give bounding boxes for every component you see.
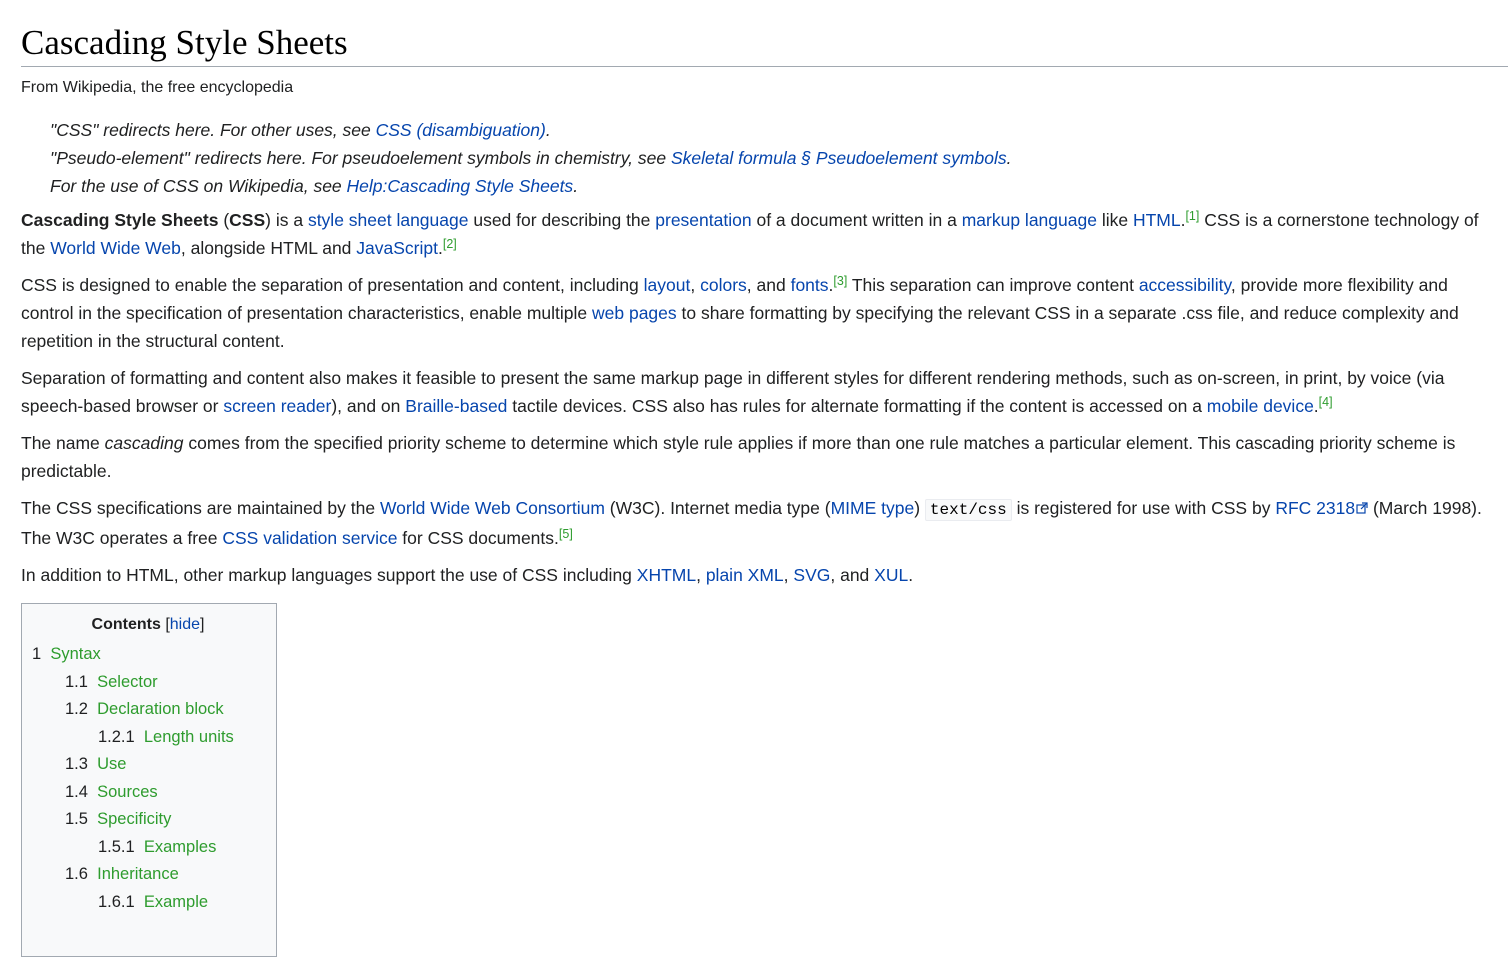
link-plain-xml[interactable]: plain XML (705, 565, 784, 585)
toc-number: 1.6.1 (98, 892, 135, 911)
text: . (437, 238, 443, 258)
ref-link-2[interactable]: [2] (442, 237, 457, 251)
toc-item-use (32, 751, 234, 779)
hatnote-text: . (573, 176, 579, 196)
toc-number: 1.5.1 (98, 837, 135, 856)
toc-number: 1 (32, 645, 42, 663)
hatnote-text: . (1006, 148, 1012, 168)
hatnote-pseudo-element (50, 144, 1508, 172)
text: ), and on (331, 396, 406, 416)
link-css-disambiguation[interactable]: CSS (disambiguation) (375, 120, 546, 140)
text: , alongside HTML and (180, 238, 357, 258)
toc-link-syntax[interactable]: Syntax (50, 645, 101, 663)
ref-link-3[interactable]: [3] (833, 274, 848, 288)
text: , provide more flexibility and control in the specification of presentation characteristics, enable multiple (21, 275, 1448, 323)
link-xhtml[interactable]: XHTML (636, 565, 697, 585)
text: is registered for use with CSS by (1011, 498, 1276, 518)
link-xul[interactable]: XUL (874, 565, 909, 585)
toc-bracket: [ (165, 616, 170, 633)
paragraph-specifications (21, 494, 1508, 552)
toc-link-sources[interactable]: Sources (97, 782, 158, 801)
link-braille[interactable]: Braille-based (405, 396, 508, 416)
text: . (1180, 210, 1186, 230)
link-w3c[interactable]: World Wide Web Consortium (379, 498, 605, 518)
toc-number: 1.5 (65, 810, 88, 828)
link-colors[interactable]: colors (700, 275, 747, 295)
toc-link-use[interactable]: Use (97, 755, 127, 773)
link-html[interactable]: HTML (1132, 210, 1181, 230)
paragraph-separation (21, 271, 1508, 355)
tagline: From Wikipedia, the free encyclopedia (21, 79, 294, 96)
link-web-pages[interactable]: web pages (592, 303, 677, 323)
ref-5 (559, 527, 573, 541)
text: for CSS documents. (397, 528, 559, 548)
toc-link-declaration-block[interactable]: Declaration block (97, 700, 224, 718)
text: to share formatting by specifying the relevant CSS in a separate .css file, and reduce complexity and repetition in the structural content. (21, 303, 1459, 351)
hatnote-text: "Pseudo-element" redirects here. For pseudoelement symbols in chemistry, see (50, 148, 671, 168)
hatnote-text: For the use of CSS on Wikipedia, see (50, 176, 347, 196)
text: , (690, 275, 701, 295)
ref-2 (443, 237, 457, 251)
text: (March 1998). The W3C operates a free (21, 498, 1482, 548)
text: . (908, 565, 914, 585)
text: , (696, 565, 706, 585)
link-mobile-device[interactable]: mobile device (1206, 396, 1314, 416)
toc-list (32, 641, 234, 916)
hatnote-text: . (545, 120, 551, 140)
toc-title: Contents (91, 616, 161, 633)
text: Separation of formatting and content also makes it feasible to present the same markup page in different styles for different rendering methods, such as on-screen, in print, by voice (via speech-based browser or (21, 368, 1445, 416)
toc-number: 1.6 (65, 865, 88, 883)
text: , and (830, 565, 875, 585)
link-layout[interactable]: layout (643, 275, 691, 295)
toc-item-syntax (32, 641, 234, 669)
link-css-validation-service[interactable]: CSS validation service (222, 528, 398, 548)
text: used for describing the (468, 210, 656, 230)
toc-header (32, 616, 234, 634)
text: of a document written in a (751, 210, 962, 230)
paragraph-intro (21, 206, 1508, 262)
text: ) (914, 498, 925, 518)
link-world-wide-web[interactable]: World Wide Web (50, 238, 181, 258)
toc-bracket: ] (200, 616, 205, 633)
link-mime-type[interactable]: MIME type (830, 498, 915, 518)
toc-number: 1.2 (65, 700, 88, 718)
toc-item-length-units (32, 724, 234, 752)
hatnote-text: "CSS" redirects here. For other uses, see (50, 120, 376, 140)
text: like (1096, 210, 1133, 230)
link-rfc-2318-label: RFC 2318 (1275, 498, 1356, 518)
link-fonts[interactable]: fonts (790, 275, 829, 295)
paragraph-cascading (21, 429, 1508, 485)
ref-link-1[interactable]: [1] (1185, 209, 1200, 223)
term-bold: Cascading Style Sheets (21, 210, 219, 230)
text: The name (21, 433, 105, 453)
link-presentation[interactable]: presentation (655, 210, 752, 230)
text: . (828, 275, 834, 295)
toc-toggle (165, 616, 204, 633)
toc-item-example (32, 889, 234, 917)
toc-item-declaration-block (32, 696, 234, 724)
term-italic: cascading (104, 433, 184, 453)
text: ) is a (265, 210, 308, 230)
link-screen-reader[interactable]: screen reader (223, 396, 332, 416)
paragraph-other-languages (21, 561, 1508, 589)
text: This separation can improve content (847, 275, 1139, 295)
toc-number: 1.2.1 (98, 727, 135, 746)
hatnotes (21, 116, 1508, 200)
link-svg[interactable]: SVG (793, 565, 831, 585)
toc-link-example[interactable]: Example (143, 892, 209, 911)
toc-item-selector (32, 669, 234, 697)
text: tactile devices. CSS also has rules for alternate formatting if the content is accessed on a (507, 396, 1207, 416)
ref-link-5[interactable]: [5] (558, 527, 573, 541)
toc-link-length-units[interactable]: Length units (143, 727, 234, 746)
text: CSS is a cornerstone technology of the (21, 210, 1479, 258)
text: . (1313, 396, 1319, 416)
link-help-css[interactable]: Help:Cascading Style Sheets (346, 176, 574, 196)
toc-link-inheritance[interactable]: Inheritance (97, 865, 179, 883)
text: , (783, 565, 794, 585)
hatnote-wikipedia-help (50, 172, 1508, 200)
toc-link-specificity[interactable]: Specificity (97, 810, 172, 828)
toc-number: 1.3 (65, 755, 88, 773)
toc-number: 1.4 (65, 782, 88, 801)
page-title: Cascading Style Sheets (21, 22, 1508, 67)
paragraph-rendering (21, 364, 1508, 420)
table-of-contents (21, 603, 277, 957)
ref-link-4[interactable]: [4] (1318, 395, 1333, 409)
text: The CSS specifications are maintained by the (21, 498, 380, 518)
toc-item-inheritance (32, 861, 234, 889)
toc-item-examples (32, 834, 234, 862)
toc-hide-button[interactable]: hide (169, 616, 201, 633)
toc-item-specificity (32, 806, 234, 834)
link-accessibility[interactable]: accessibility (1138, 275, 1231, 295)
toc-number: 1.1 (65, 672, 88, 691)
link-rfc-2318[interactable] (1275, 498, 1368, 518)
hatnote-css-redirect (50, 116, 1508, 144)
link-style-sheet-language[interactable]: style sheet language (307, 210, 469, 230)
text: (W3C). Internet media type ( (604, 498, 831, 518)
toc-link-selector[interactable]: Selector (97, 672, 158, 691)
abbr-bold: CSS (229, 210, 266, 230)
link-markup-language[interactable]: markup language (961, 210, 1097, 230)
link-skeletal-formula[interactable]: Skeletal formula § Pseudoelement symbols (671, 148, 1007, 168)
toc-link-examples[interactable]: Examples (143, 837, 217, 856)
link-javascript[interactable]: JavaScript (356, 238, 438, 258)
external-link-icon (1356, 502, 1368, 514)
ref-4 (1319, 395, 1333, 409)
text: comes from the specified priority scheme to determine which style rule applies if more than one rule matches a particular element. This cascading priority scheme is predictable. (21, 433, 1456, 481)
text: ( (218, 210, 230, 230)
code-media-type: text/css (925, 499, 1012, 521)
text: , and (746, 275, 791, 295)
toc-item-sources (32, 779, 234, 807)
text: In addition to HTML, other markup languages support the use of CSS including (21, 565, 637, 585)
text: CSS is designed to enable the separation of presentation and content, including (21, 275, 644, 295)
ref-3 (833, 274, 847, 288)
ref-1 (1185, 209, 1199, 223)
